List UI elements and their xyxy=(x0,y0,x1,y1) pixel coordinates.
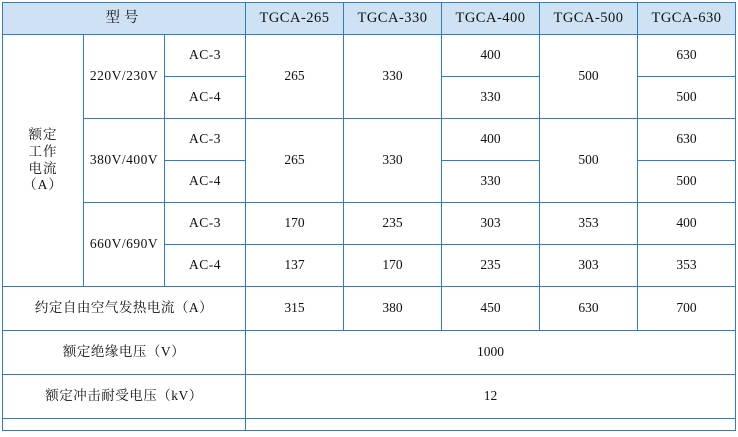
truncated-row-label-cell xyxy=(3,419,246,431)
cell-220v-ac4-model5: 500 xyxy=(638,77,736,119)
cell-380v-ac3-model3: 400 xyxy=(442,119,540,161)
column-header-model: 型号 xyxy=(3,3,246,35)
table-row xyxy=(3,203,736,245)
table-head xyxy=(3,3,736,35)
table-row-truncated xyxy=(3,419,736,431)
cell-220v-ac4-model3: 330 xyxy=(442,77,540,119)
voltage-group-660v: 660V/690V xyxy=(84,203,165,287)
table-row xyxy=(3,35,736,77)
table-row xyxy=(3,287,736,331)
row-header-thermal-current: 约定自由空气发热电流（A） xyxy=(3,287,246,331)
cell-660v-ac3-model2: 235 xyxy=(344,203,442,245)
cell-impulse-voltage-value: 12 xyxy=(246,375,736,419)
table-row xyxy=(3,119,736,161)
table-header-row xyxy=(3,3,736,35)
cell-380v-ac3-model5: 630 xyxy=(638,119,736,161)
cell-660v-ac3-model1: 170 xyxy=(246,203,344,245)
technical-spec-table xyxy=(2,2,736,431)
rated-current-label-line-2: 工作 xyxy=(28,143,58,159)
cell-660v-ac3-model3: 303 xyxy=(442,203,540,245)
cell-660v-ac4-model1: 137 xyxy=(246,245,344,287)
cell-660v-ac4-model5: 353 xyxy=(638,245,736,287)
column-header-model-3: TGCA-400 xyxy=(442,3,540,35)
category-ac3-380v: AC-3 xyxy=(165,119,246,161)
cell-660v-ac4-model2: 170 xyxy=(344,245,442,287)
cell-660v-ac3-model4: 353 xyxy=(540,203,638,245)
rated-current-label-line-3: 电流 xyxy=(28,160,58,176)
cell-220v-model2: 330 xyxy=(344,35,442,119)
table-row xyxy=(3,375,736,419)
category-ac3-660v: AC-3 xyxy=(165,203,246,245)
category-ac3-220v: AC-3 xyxy=(165,35,246,77)
voltage-group-220v: 220V/230V xyxy=(84,35,165,119)
cell-220v-ac3-model5: 630 xyxy=(638,35,736,77)
cell-660v-ac3-model5: 400 xyxy=(638,203,736,245)
category-ac4-220v: AC-4 xyxy=(165,77,246,119)
truncated-row-value-cell xyxy=(246,419,736,431)
table-body xyxy=(3,35,736,431)
column-header-model-4: TGCA-500 xyxy=(540,3,638,35)
cell-380v-model1: 265 xyxy=(246,119,344,203)
table-row xyxy=(3,331,736,375)
rated-current-label-line-4: （A） xyxy=(23,177,63,193)
cell-220v-model1: 265 xyxy=(246,35,344,119)
row-header-impulse-voltage: 额定冲击耐受电压（kV） xyxy=(3,375,246,419)
column-header-model-5: TGCA-630 xyxy=(638,3,736,35)
column-header-model-2: TGCA-330 xyxy=(344,3,442,35)
row-header-rated-current xyxy=(3,35,84,287)
cell-380v-model2: 330 xyxy=(344,119,442,203)
row-header-insulation-voltage: 额定绝缘电压（V） xyxy=(3,331,246,375)
cell-thermal-model2: 380 xyxy=(344,287,442,331)
cell-660v-ac4-model4: 303 xyxy=(540,245,638,287)
cell-thermal-model3: 450 xyxy=(442,287,540,331)
category-ac4-380v: AC-4 xyxy=(165,161,246,203)
cell-220v-ac3-model3: 400 xyxy=(442,35,540,77)
voltage-group-380v: 380V/400V xyxy=(84,119,165,203)
spec-table-page xyxy=(0,2,738,437)
cell-insulation-voltage-value: 1000 xyxy=(246,331,736,375)
cell-thermal-model4: 630 xyxy=(540,287,638,331)
cell-380v-model4: 500 xyxy=(540,119,638,203)
cell-380v-ac4-model3: 330 xyxy=(442,161,540,203)
rated-current-label-line-1: 额定 xyxy=(28,126,58,142)
cell-thermal-model1: 315 xyxy=(246,287,344,331)
cell-660v-ac4-model3: 235 xyxy=(442,245,540,287)
category-ac4-660v: AC-4 xyxy=(165,245,246,287)
cell-380v-ac4-model5: 500 xyxy=(638,161,736,203)
cell-thermal-model5: 700 xyxy=(638,287,736,331)
cell-220v-model4: 500 xyxy=(540,35,638,119)
column-header-model-1: TGCA-265 xyxy=(246,3,344,35)
